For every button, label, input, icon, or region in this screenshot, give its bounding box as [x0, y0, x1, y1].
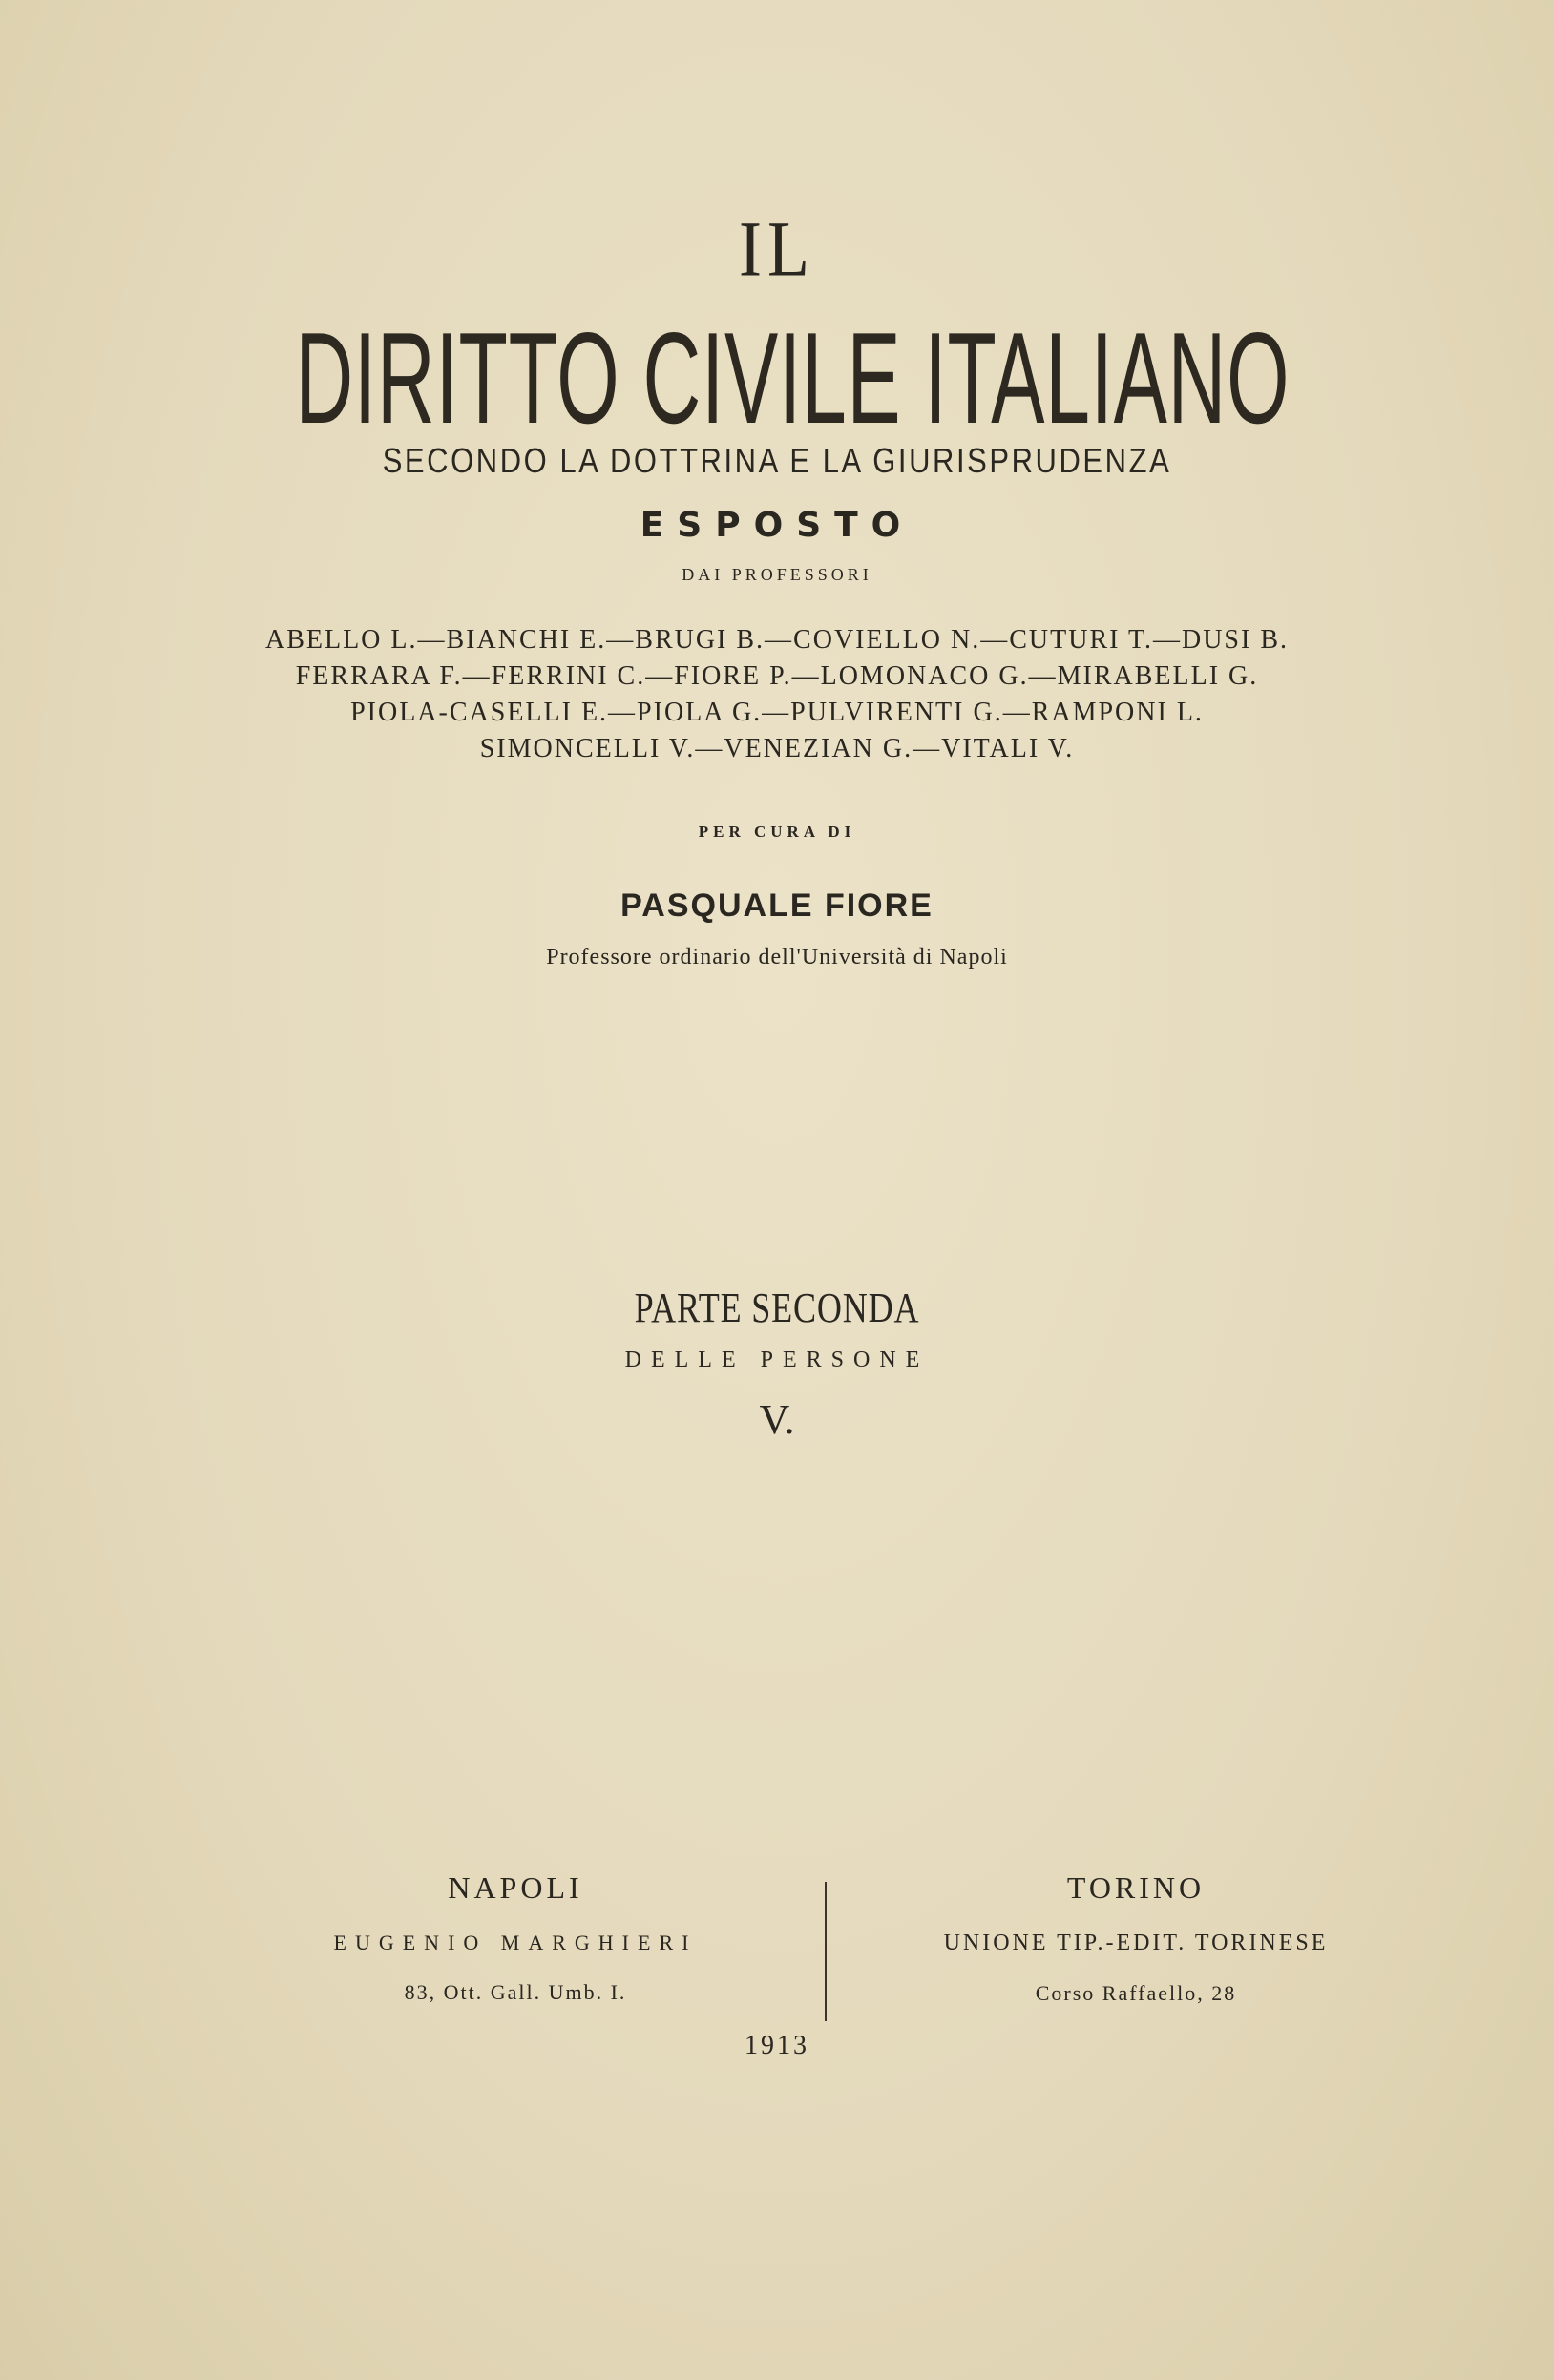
delle-persone: DELLE PERSONE: [624, 1347, 930, 1372]
imprint-torino: [821, 1870, 1451, 2006]
book-title: DIRITTO CIVILE ITALIANO: [295, 305, 1291, 450]
editor-role: Professore ordinario dell'Università di Napoli: [546, 945, 1008, 970]
per-cura-di: PER CURA DI: [698, 823, 856, 841]
authors-line: PIOLA-CASELLI E.—PIOLA G.—PULVIRENTI G.—RAMPONI L.: [350, 698, 1204, 727]
imprint-publisher: UNIONE TIP.-EDIT. TORINESE: [943, 1931, 1329, 1955]
editor-name: PASQUALE FIORE: [620, 887, 934, 924]
authors-line: SIMONCELLI V.—VENEZIAN G.—VITALI V.: [479, 734, 1075, 763]
imprint-city: TORINO: [1066, 1870, 1206, 1905]
book-subtitle: SECONDO LA DOTTRINA E LA GIURISPRUDENZA: [382, 441, 1172, 480]
authors-line: ABELLO L.—BIANCHI E.—BRUGI B.—COVIELLO N.—CUTURI T.—DUSI B.: [264, 625, 1290, 655]
imprint-publisher: EUGENIO MARGHIERI: [333, 1931, 698, 1954]
dai-professori: DAI PROFESSORI: [682, 565, 872, 584]
authors-list: [0, 622, 1554, 767]
imprint-napoli: [200, 1870, 830, 2005]
authors-line: FERRARA F.—FERRINI C.—FIORE P.—LOMONACO G.—MIRABELLI G.: [295, 661, 1259, 691]
imprint-address: Corso Raffaello, 28: [1035, 1981, 1237, 2005]
title-article: IL: [739, 204, 815, 293]
volume-number: V.: [759, 1396, 795, 1443]
parte-heading: PARTE SECONDA: [634, 1284, 920, 1331]
imprint-address: 83, Ott. Gall. Umb. I.: [404, 1980, 627, 2004]
esposto-heading: ESPOSTO: [640, 506, 914, 545]
publication-year: 1913: [745, 2031, 809, 2060]
imprint-city: NAPOLI: [448, 1870, 583, 1905]
